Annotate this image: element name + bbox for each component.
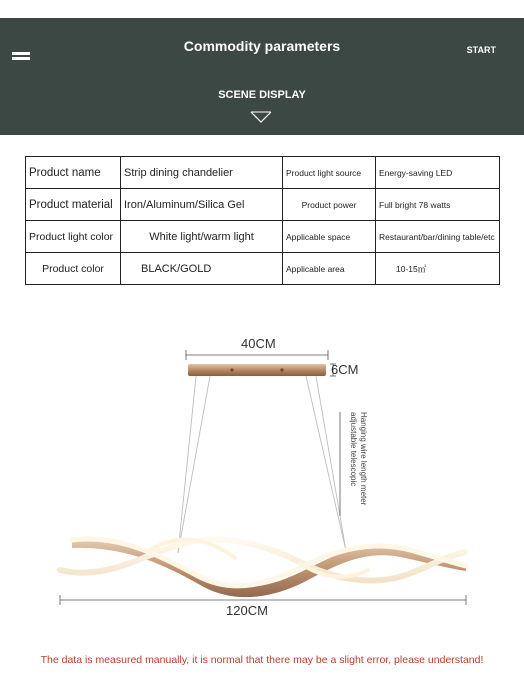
spec-value: 10-15㎡ <box>376 253 500 285</box>
table-row <box>26 189 500 221</box>
chevron-down-icon <box>250 110 272 124</box>
spec-label: Product material <box>26 189 121 221</box>
width-label: 40CM <box>241 336 276 351</box>
spec-label: Applicable area <box>283 253 376 285</box>
chandelier-drawing <box>0 320 524 630</box>
spec-value: Strip dining chandelier <box>121 157 283 189</box>
spec-value: White light/warm light <box>121 221 283 253</box>
width-dimension <box>186 350 328 360</box>
section-subtitle: SCENE DISPLAY <box>218 89 306 101</box>
measurement-note: The data is measured manually, it is normal that there may be a slight error, please understand! <box>40 654 484 666</box>
table-row <box>26 253 500 285</box>
spec-label: Product name <box>26 157 121 189</box>
specs-table <box>25 156 500 285</box>
hanging-wires <box>178 376 346 553</box>
table-row <box>26 157 500 189</box>
wire-length-label: Hanging wire length meter adjustable telescopic <box>349 412 368 506</box>
ceiling-canopy <box>188 364 326 376</box>
spec-value: BLACK/GOLD <box>121 253 283 285</box>
spec-label: Applicable space <box>283 221 376 253</box>
page-title: Commodity parameters <box>183 38 341 54</box>
spec-label: Product light color <box>26 221 121 253</box>
spec-value: Restaurant/bar/dining table/etc <box>376 221 500 253</box>
spec-label: Product power <box>283 189 376 221</box>
helix-lamp-body <box>60 539 466 597</box>
height-label: 6CM <box>331 362 359 377</box>
table-row <box>26 221 500 253</box>
length-label: 120CM <box>226 603 268 618</box>
spec-label: Product light source <box>283 157 376 189</box>
spec-value: Iron/Aluminum/Silica Gel <box>121 189 283 221</box>
spec-value: Full bright 78 watts <box>376 189 500 221</box>
start-button[interactable]: START <box>466 45 496 55</box>
spec-value: Energy-saving LED <box>376 157 500 189</box>
spec-label: Product color <box>26 253 121 285</box>
header-banner <box>0 18 524 135</box>
